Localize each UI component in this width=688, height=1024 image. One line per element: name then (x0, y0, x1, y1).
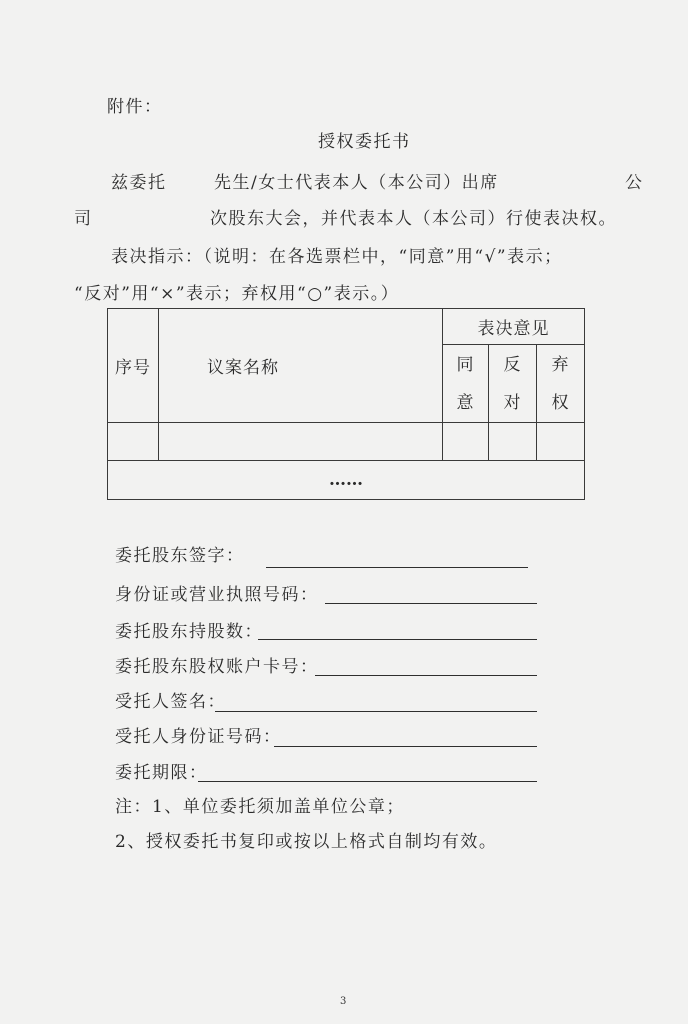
table-ellipsis-row: …… (108, 461, 585, 500)
attachment-label: 附件： (107, 97, 163, 117)
row-abstain-cell[interactable] (537, 423, 585, 461)
signature-line[interactable] (266, 567, 528, 568)
table-row (108, 423, 585, 461)
note-2: 2、授权委托书复印或按以上格式自制均有效。 (115, 832, 498, 852)
header-serial-number: 序号 (108, 309, 159, 423)
header-abstain: 弃 权 (537, 345, 585, 423)
header-proposal-name: 议案名称 (159, 309, 443, 423)
voting-instructions-line2: “反对”用“×”表示；弃权用“○”表示。） (74, 284, 400, 304)
document-title: 授权委托书 (318, 132, 411, 152)
header-oppose: 反 对 (489, 345, 537, 423)
term-label: 委托期限： (115, 763, 208, 783)
signature-label: 委托股东签字： (115, 546, 245, 566)
proxy-signature-label: 受托人签名： (115, 692, 226, 712)
header-agree: 同 意 (443, 345, 489, 423)
note-1: 注：1、单位委托须加盖单位公章； (115, 797, 405, 817)
id-license-line[interactable] (325, 603, 537, 604)
intro-representative: 先生/女士代表本人（本公司）出席 (214, 173, 499, 193)
header-voting-opinion: 表决意见 (443, 309, 585, 345)
row-serial-cell[interactable] (108, 423, 159, 461)
shares-held-label: 委托股东持股数： (115, 622, 263, 642)
proxy-id-line[interactable] (274, 746, 537, 747)
term-line[interactable] (198, 781, 537, 782)
id-license-label: 身份证或营业执照号码： (115, 585, 319, 605)
voting-instructions-line1: 表决指示：（说明：在各选票栏中，“同意”用“√”表示； (111, 247, 563, 267)
page-number: 3 (340, 996, 347, 1007)
intro-entrust: 兹委托 (111, 173, 167, 193)
proxy-id-label: 受托人身份证号码： (115, 727, 282, 747)
row-agree-cell[interactable] (443, 423, 489, 461)
intro-company-start: 公 (625, 173, 644, 193)
row-proposal-cell[interactable] (159, 423, 443, 461)
account-card-line[interactable] (315, 675, 537, 676)
intro-company-end: 司 (74, 209, 93, 229)
row-oppose-cell[interactable] (489, 423, 537, 461)
intro-meeting: 次股东大会，并代表本人（本公司）行使表决权。 (210, 209, 617, 229)
voting-table (107, 308, 585, 500)
proxy-signature-line[interactable] (215, 711, 537, 712)
account-card-label: 委托股东股权账户卡号： (115, 657, 319, 677)
shares-held-line[interactable] (258, 639, 537, 640)
